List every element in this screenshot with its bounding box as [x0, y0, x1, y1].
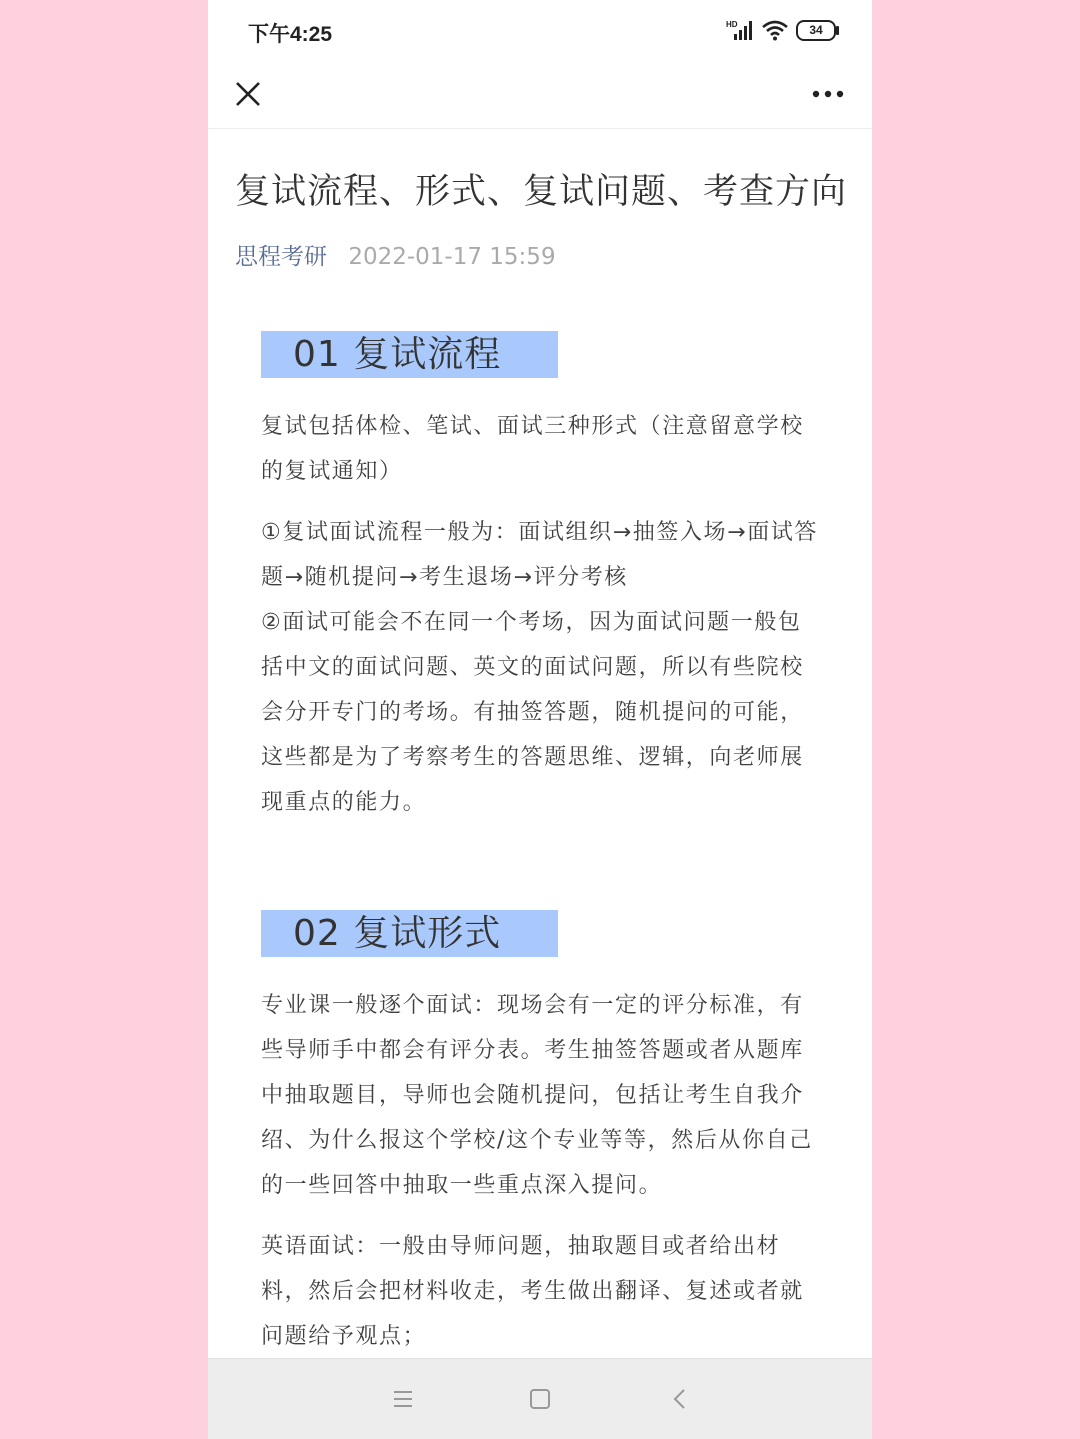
publish-date: 2022-01-17 15:59	[348, 244, 556, 270]
status-icons	[726, 17, 836, 43]
menu-icon	[383, 1381, 423, 1417]
status-time: 下午4:25	[248, 23, 333, 46]
article-title: 复试流程、形式、复试问题、考查方向	[235, 172, 848, 212]
article-meta	[235, 238, 556, 271]
svg-text:HD: HD	[726, 20, 738, 29]
more-button[interactable]	[804, 72, 852, 116]
section-heading: 01 复试流程	[261, 331, 558, 378]
phone-screen	[208, 0, 872, 1439]
section-heading: 02 复试形式	[261, 910, 558, 957]
paragraph: ①复试面试流程一般为：面试组织→抽签入场→面试答题→随机提问→考生退场→评分考核 ②面试可能会不在同一个考场，因为面试问题一般包括中文的面试问题、英文的面试问题，所以有些院校会分开专门的考场。有抽签答题，随机提问的可能，这些都是为了考察考生的答题思维、逻辑，向老师展现重点的能力。	[261, 520, 818, 815]
system-nav-bar	[208, 1358, 872, 1439]
back-button[interactable]	[660, 1381, 700, 1417]
paragraph: 英语面试：一般由导师问题，抽取题目或者给出材料，然后会把材料收走，考生做出翻译、复述或者就问题给予观点；	[261, 1234, 804, 1349]
battery-icon: 34	[796, 20, 836, 41]
close-icon	[226, 72, 270, 116]
home-icon	[520, 1381, 560, 1417]
status-bar	[208, 0, 872, 60]
author-link[interactable]: 思程考研	[235, 244, 327, 270]
hd-signal-icon	[726, 19, 754, 41]
paragraph: 专业课一般逐个面试：现场会有一定的评分标准，有些导师手中都会有评分表。考生抽签答题或者从题库中抽取题目，导师也会随机提问，包括让考生自我介绍、为什么报这个学校/这个专业等等，然后从你自己的一些回答中抽取一些重点深入提问。	[261, 993, 813, 1198]
menu-button[interactable]	[383, 1381, 423, 1417]
toolbar	[208, 60, 872, 129]
paragraph: 复试包括体检、笔试、面试三种形式（注意留意学校的复试通知）	[261, 414, 804, 484]
more-icon	[804, 72, 852, 116]
close-button[interactable]	[226, 72, 270, 116]
back-icon	[660, 1381, 700, 1417]
home-button[interactable]	[520, 1381, 560, 1417]
wifi-icon	[762, 19, 788, 41]
